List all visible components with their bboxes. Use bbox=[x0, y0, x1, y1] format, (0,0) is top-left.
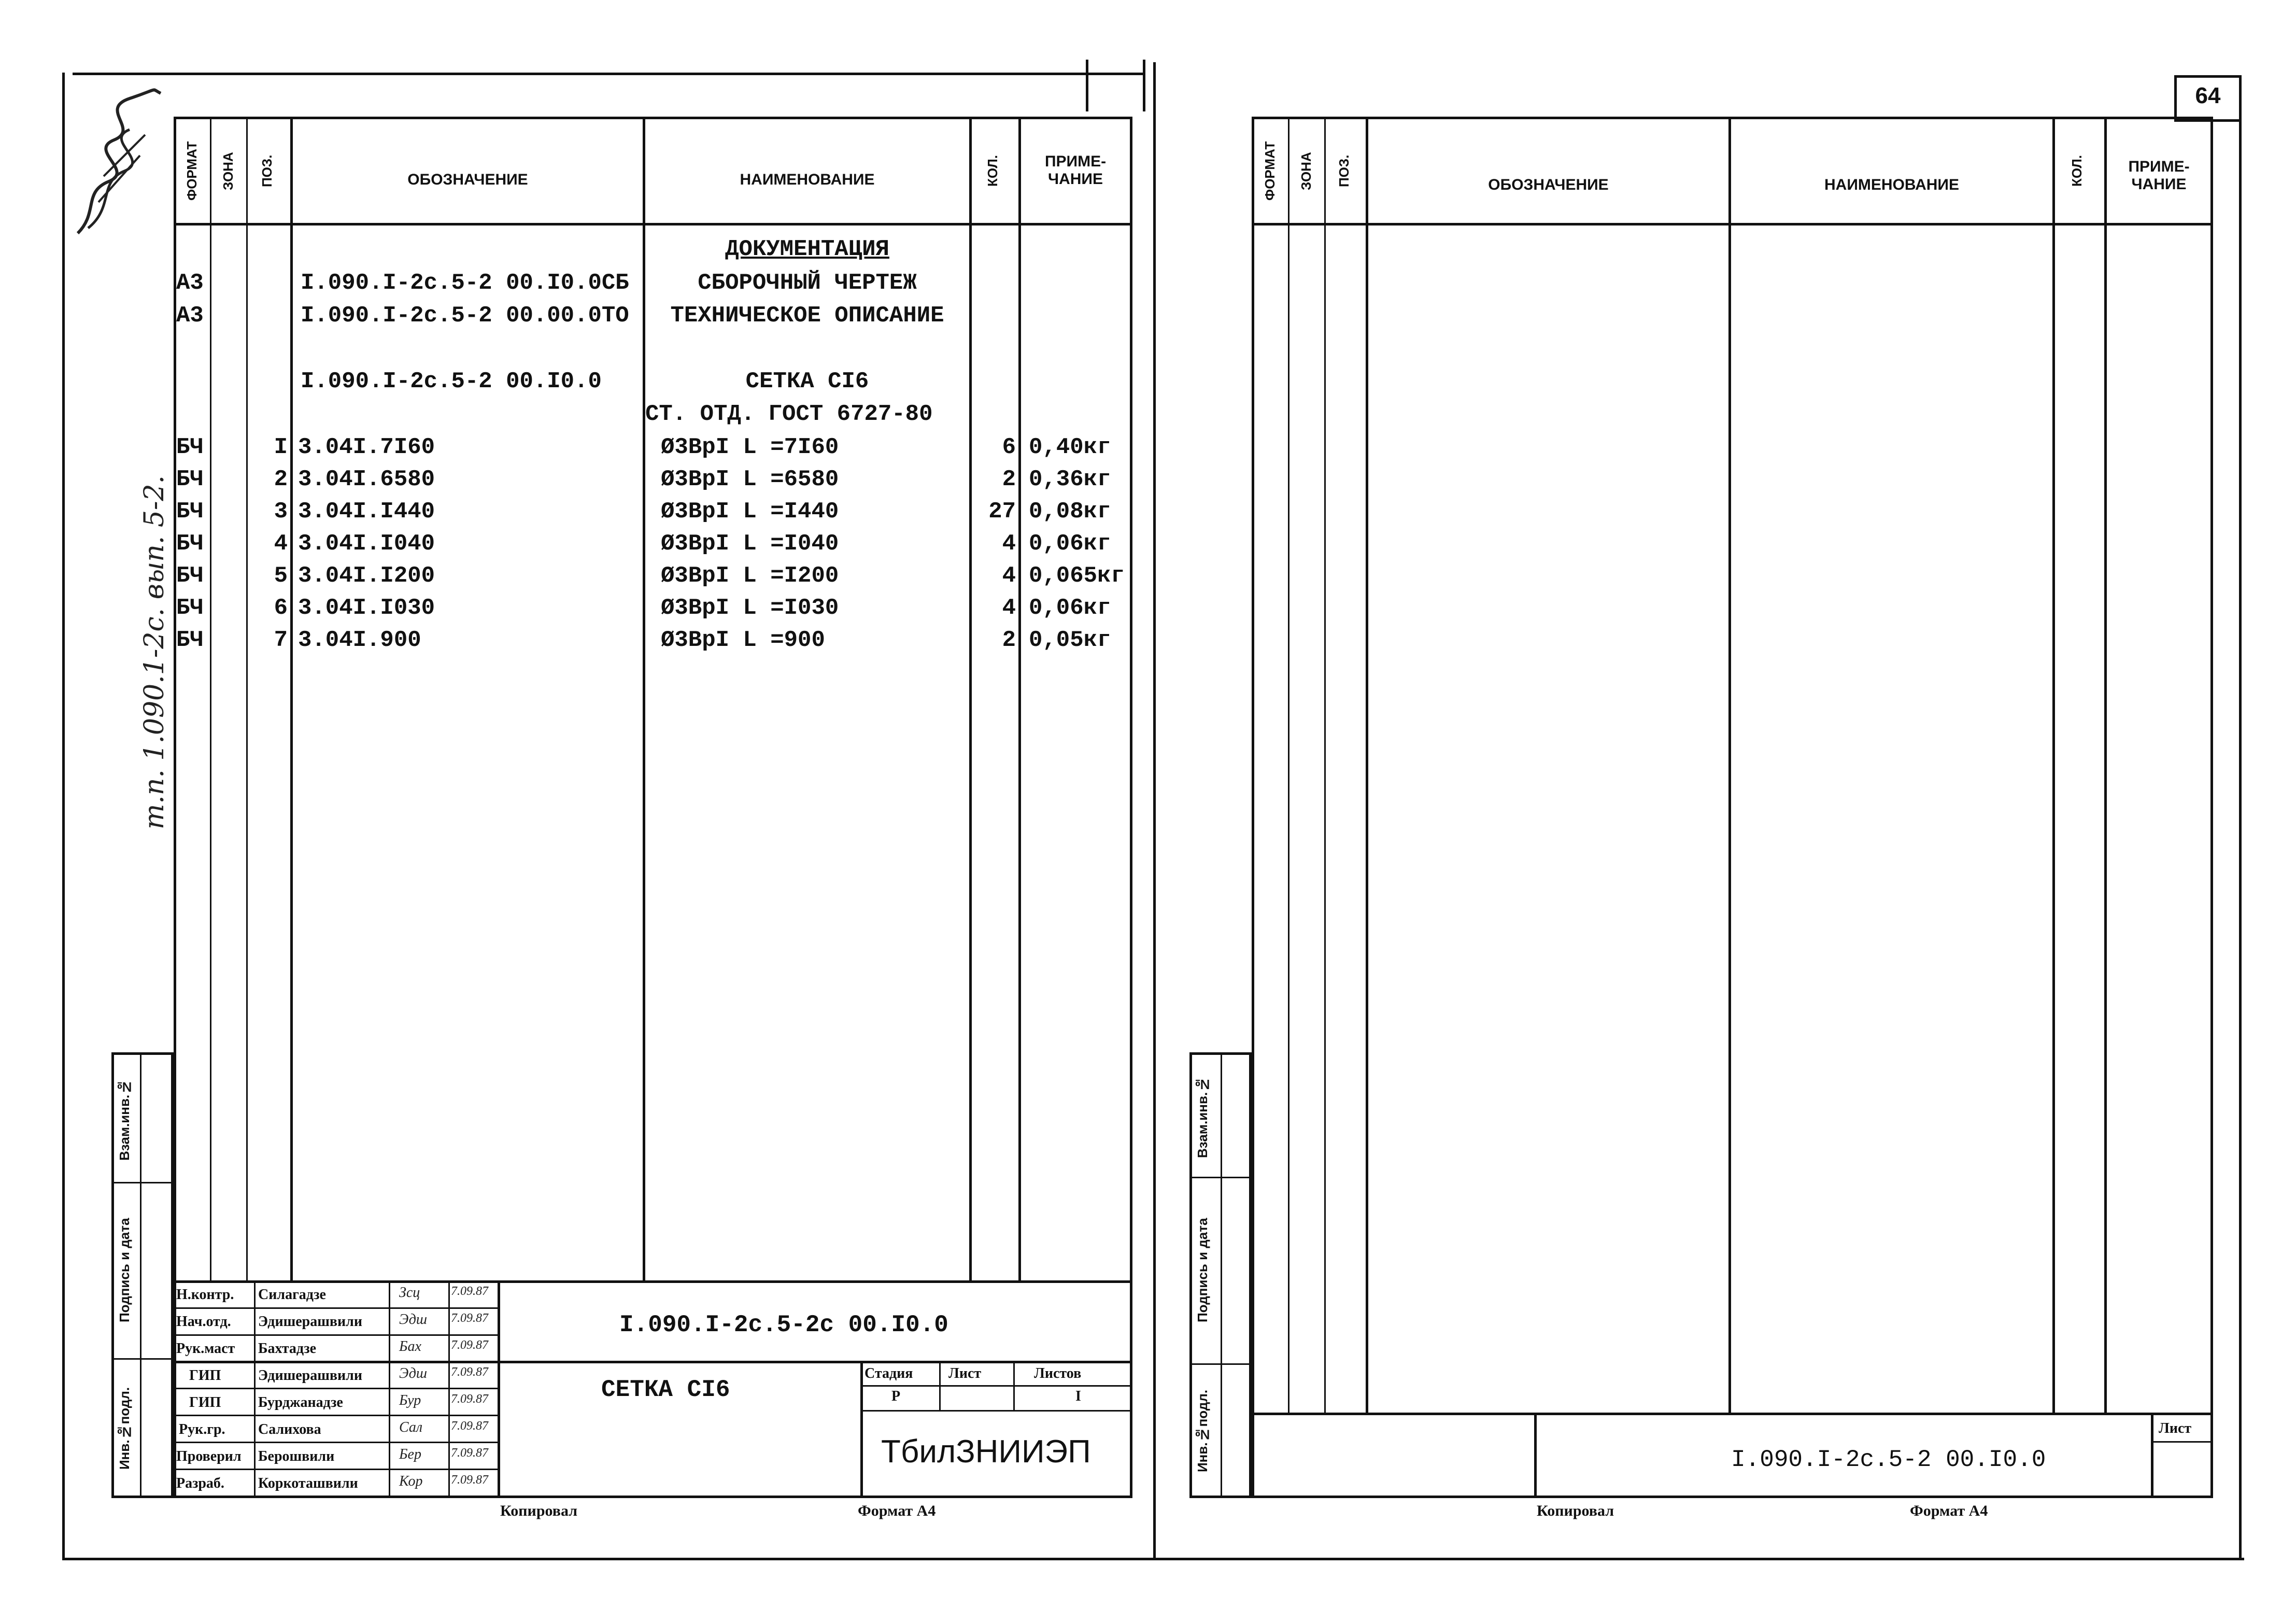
right-header-bottom bbox=[1252, 223, 2213, 225]
col-div-format bbox=[210, 117, 211, 1280]
stamp-scribble bbox=[67, 78, 171, 244]
assembly-name: СЕТКА СI6 bbox=[745, 369, 869, 394]
doc-row-format: А3 bbox=[176, 270, 204, 296]
side-label-vzam: Взам.инв.№ bbox=[117, 1079, 132, 1161]
stamp-signature: Эдш bbox=[399, 1311, 428, 1328]
stamp-row-line bbox=[174, 1469, 498, 1470]
part-qty: 2 bbox=[1002, 467, 1016, 492]
col-div-zone bbox=[246, 117, 248, 1280]
part-name: Ø3ВрI L =7I60 bbox=[661, 434, 839, 460]
stamp-person: Салихова bbox=[258, 1421, 321, 1437]
stamp-row-line bbox=[174, 1334, 498, 1336]
stamp-person: Эдишерашвили bbox=[258, 1314, 362, 1330]
header-designation: ОБОЗНАЧЕНИЕ bbox=[407, 171, 528, 188]
outer-right-border bbox=[2239, 78, 2242, 1560]
part-name: Ø3ВрI L =I040 bbox=[661, 531, 839, 557]
part-note: 0,36кг bbox=[1029, 467, 1111, 492]
side-label-inv: Инв.№подл. bbox=[117, 1387, 132, 1470]
right-header-pos: ПОЗ. bbox=[1336, 154, 1352, 188]
part-name: Ø3ВрI L =I030 bbox=[661, 595, 839, 621]
stamp-row-line bbox=[174, 1388, 498, 1389]
left-table-rightline bbox=[1130, 117, 1132, 1498]
header-qty: КОЛ. bbox=[985, 155, 1000, 187]
header-name: НАИМЕНОВАНИЕ bbox=[740, 171, 875, 188]
stamp-signature: Бер bbox=[399, 1446, 421, 1462]
stamp-doc-code: I.090.I-2с.5-2с 00.I0.0 bbox=[619, 1311, 948, 1338]
stamp-person: Эдишерашвили bbox=[258, 1367, 362, 1384]
right-header-designation: ОБОЗНАЧЕНИЕ bbox=[1488, 176, 1609, 193]
right-col-div-format bbox=[1288, 117, 1289, 1413]
part-pos: 5 bbox=[274, 563, 288, 589]
stamp-organization: ТбилЗНИИЭП bbox=[881, 1434, 1091, 1470]
outer-top-tab-right bbox=[1143, 60, 1145, 111]
stamp-signature: Сал bbox=[399, 1419, 423, 1435]
stamp-col-listov bbox=[1013, 1361, 1015, 1410]
stamp-role: Нач.отд. bbox=[176, 1314, 231, 1330]
stamp-role: Н.контр. bbox=[176, 1287, 234, 1303]
part-note: 0,05кг bbox=[1029, 627, 1111, 653]
part-note: 0,06кг bbox=[1029, 531, 1111, 557]
stamp-signature: Эдш bbox=[399, 1365, 428, 1381]
stamp-date: 7.09.87 bbox=[451, 1473, 488, 1487]
part-qty: 4 bbox=[1002, 531, 1016, 557]
part-format: БЧ bbox=[176, 531, 204, 557]
part-format: БЧ bbox=[176, 434, 204, 460]
header-note: ПРИМЕ-ЧАНИЕ bbox=[1044, 153, 1107, 188]
part-note: 0,065кг bbox=[1029, 563, 1125, 589]
part-name: Ø3ВрI L =I440 bbox=[661, 499, 839, 525]
stamp-person: Коркоташвили bbox=[258, 1475, 358, 1491]
right-header-name: НАИМЕНОВАНИЕ bbox=[1824, 176, 1959, 193]
part-designation: 3.04I.I030 bbox=[298, 595, 435, 621]
right-stamp-div2 bbox=[2151, 1413, 2153, 1496]
part-note: 0,40кг bbox=[1029, 434, 1111, 460]
part-pos: 4 bbox=[274, 531, 288, 557]
stamp-signature: Зсц bbox=[399, 1285, 420, 1301]
left-table-top bbox=[174, 117, 1132, 119]
part-format: БЧ bbox=[176, 595, 204, 621]
stamp-date: 7.09.87 bbox=[451, 1392, 488, 1406]
center-fold-line bbox=[1153, 62, 1156, 1558]
part-qty: 4 bbox=[1002, 563, 1016, 589]
stamp-stage-row2 bbox=[860, 1410, 1130, 1412]
right-stamp-div1 bbox=[1534, 1413, 1537, 1496]
stamp-person: Бахтадзе bbox=[258, 1341, 317, 1357]
stamp-role: ГИП bbox=[189, 1367, 221, 1384]
stamp-signature: Кор bbox=[399, 1473, 423, 1489]
part-format: БЧ bbox=[176, 627, 204, 653]
right-side-strip-inner bbox=[1221, 1052, 1222, 1498]
stamp-col-list bbox=[939, 1361, 941, 1410]
stamp-title: СЕТКА СI6 bbox=[601, 1376, 730, 1403]
right-col-div-designation bbox=[1728, 117, 1731, 1413]
part-designation: 3.04I.6580 bbox=[298, 467, 435, 492]
right-stamp-sheet-label: Лист bbox=[2159, 1420, 2192, 1436]
stamp-role: Проверил bbox=[176, 1448, 242, 1464]
stamp-date: 7.09.87 bbox=[451, 1285, 488, 1298]
stamp-date: 7.09.87 bbox=[451, 1419, 488, 1433]
right-stamp-top bbox=[1252, 1413, 2213, 1415]
stamp-top bbox=[174, 1280, 1132, 1283]
stamp-person: Силагадзе bbox=[258, 1287, 326, 1303]
stamp-signature: Бах bbox=[399, 1338, 421, 1355]
part-format: БЧ bbox=[176, 563, 204, 589]
part-qty: 4 bbox=[1002, 595, 1016, 621]
part-designation: 3.04I.I440 bbox=[298, 499, 435, 525]
doc-row-format: А3 bbox=[176, 303, 204, 329]
right-footer-copied: Копировал bbox=[1537, 1502, 1614, 1519]
stamp-sheets-label: Листов bbox=[1034, 1365, 1082, 1381]
part-pos: 6 bbox=[274, 595, 288, 621]
assembly-standard: СТ. ОТД. ГОСТ 6727-80 bbox=[645, 401, 933, 427]
part-designation: 3.04I.I040 bbox=[298, 531, 435, 557]
stamp-row-line bbox=[174, 1442, 498, 1443]
right-stamp-list-line bbox=[2151, 1441, 2210, 1443]
doc-row-designation: I.090.I-2с.5-2 00.00.0ТО bbox=[301, 303, 629, 329]
part-pos: 7 bbox=[274, 627, 288, 653]
stamp-sheet-label: Лист bbox=[948, 1365, 982, 1381]
right-table-leftline bbox=[1252, 117, 1254, 1498]
right-stamp-doc-code: I.090.I-2с.5-2 00.I0.0 bbox=[1731, 1446, 2046, 1473]
stamp-person: Берошвили bbox=[258, 1448, 335, 1464]
right-table-rightline bbox=[2210, 117, 2213, 1498]
part-name: Ø3ВрI L =I200 bbox=[661, 563, 839, 589]
stamp-role: Рук.гр. bbox=[179, 1421, 225, 1437]
footer-copied: Копировал bbox=[500, 1502, 578, 1519]
stamp-date: 7.09.87 bbox=[451, 1338, 488, 1352]
stamp-stage-row1 bbox=[860, 1385, 1130, 1387]
header-pos: ПОЗ. bbox=[259, 154, 275, 188]
part-designation: 3.04I.900 bbox=[298, 627, 421, 653]
stamp-role: Рук.маст bbox=[176, 1341, 235, 1357]
stamp-bottom bbox=[174, 1496, 1132, 1498]
part-qty: 27 bbox=[988, 499, 1016, 525]
handwritten-side-note: т.п. 1.090.1-2с. вып. 5-2. bbox=[139, 475, 170, 829]
right-stamp-bottom bbox=[1252, 1496, 2213, 1498]
part-qty: 2 bbox=[1002, 627, 1016, 653]
stamp-stage-value: Р bbox=[891, 1388, 901, 1404]
right-header-qty: КОЛ. bbox=[2069, 155, 2085, 187]
header-zone: ЗОНА bbox=[220, 152, 236, 190]
doc-row-designation: I.090.I-2с.5-2 00.I0.0СБ bbox=[301, 270, 629, 296]
stamp-mid bbox=[174, 1361, 1132, 1363]
right-side-label-vzam: Взам.инв.№ bbox=[1195, 1076, 1210, 1158]
right-col-div-name bbox=[2052, 117, 2055, 1413]
stamp-row-line bbox=[174, 1307, 498, 1309]
part-designation: 3.04I.7I60 bbox=[298, 434, 435, 460]
stamp-signature: Бур bbox=[399, 1392, 421, 1408]
right-header-zone: ЗОНА bbox=[1298, 152, 1314, 190]
assembly-designation: I.090.I-2с.5-2 00.I0.0 bbox=[301, 369, 602, 394]
part-format: БЧ bbox=[176, 499, 204, 525]
left-header-bottom bbox=[174, 223, 1132, 225]
part-note: 0,08кг bbox=[1029, 499, 1111, 525]
col-div-qty bbox=[1018, 117, 1021, 1280]
part-pos: 3 bbox=[274, 499, 288, 525]
stamp-col-stage bbox=[860, 1361, 863, 1496]
part-pos: 2 bbox=[274, 467, 288, 492]
right-footer-format: Формат А4 bbox=[1910, 1502, 1988, 1519]
left-side-strip-div2 bbox=[111, 1358, 174, 1360]
col-div-name bbox=[969, 117, 972, 1280]
col-div-pos bbox=[290, 117, 293, 1280]
stamp-role: ГИП bbox=[189, 1394, 221, 1411]
part-note: 0,06кг bbox=[1029, 595, 1111, 621]
right-header-format: ФОРМАТ bbox=[1262, 141, 1278, 201]
left-side-strip-inner bbox=[140, 1052, 141, 1498]
stamp-role: Разраб. bbox=[176, 1475, 224, 1491]
right-table-top bbox=[1252, 117, 2213, 119]
right-side-label-podpis: Подпись и дата bbox=[1195, 1218, 1210, 1322]
outer-top-tab bbox=[1086, 60, 1088, 111]
page-number: 64 bbox=[2195, 83, 2221, 108]
stamp-col-date bbox=[498, 1280, 500, 1496]
part-qty: 6 bbox=[1002, 434, 1016, 460]
right-col-div-qty bbox=[2104, 117, 2107, 1413]
right-side-label-inv: Инв.№подл. bbox=[1195, 1389, 1210, 1472]
right-col-div-pos bbox=[1366, 117, 1368, 1413]
outer-left-border bbox=[62, 73, 65, 1560]
side-label-podpis: Подпись и дата bbox=[117, 1218, 132, 1322]
right-col-div-zone bbox=[1324, 117, 1326, 1413]
part-name: Ø3ВрI L =6580 bbox=[661, 467, 839, 492]
part-name: Ø3ВрI L =900 bbox=[661, 627, 825, 653]
part-designation: 3.04I.I200 bbox=[298, 563, 435, 589]
outer-top-border-left bbox=[73, 73, 1145, 75]
stamp-stage-label: Стадия bbox=[864, 1365, 913, 1381]
outer-bottom-border bbox=[62, 1558, 2244, 1560]
stamp-person: Бурджанадзе bbox=[258, 1394, 343, 1411]
stamp-date: 7.09.87 bbox=[451, 1446, 488, 1460]
stamp-row-line bbox=[174, 1415, 498, 1416]
right-header-note: ПРИМЕ-ЧАНИЕ bbox=[2128, 158, 2190, 193]
doc-row-name: ТЕХНИЧЕСКОЕ ОПИСАНИЕ bbox=[670, 303, 944, 329]
documentation-title: ДОКУМЕНТАЦИЯ bbox=[725, 236, 889, 262]
part-pos: I bbox=[274, 434, 288, 460]
footer-format: Формат А4 bbox=[858, 1502, 936, 1519]
stamp-sheets-value: I bbox=[1075, 1388, 1081, 1404]
doc-row-name: СБОРОЧНЫЙ ЧЕРТЕЖ bbox=[698, 270, 917, 296]
header-format: ФОРМАТ bbox=[184, 141, 200, 201]
part-format: БЧ bbox=[176, 467, 204, 492]
stamp-date: 7.09.87 bbox=[451, 1311, 488, 1325]
stamp-date: 7.09.87 bbox=[451, 1365, 488, 1379]
left-side-strip-div1 bbox=[111, 1182, 174, 1183]
